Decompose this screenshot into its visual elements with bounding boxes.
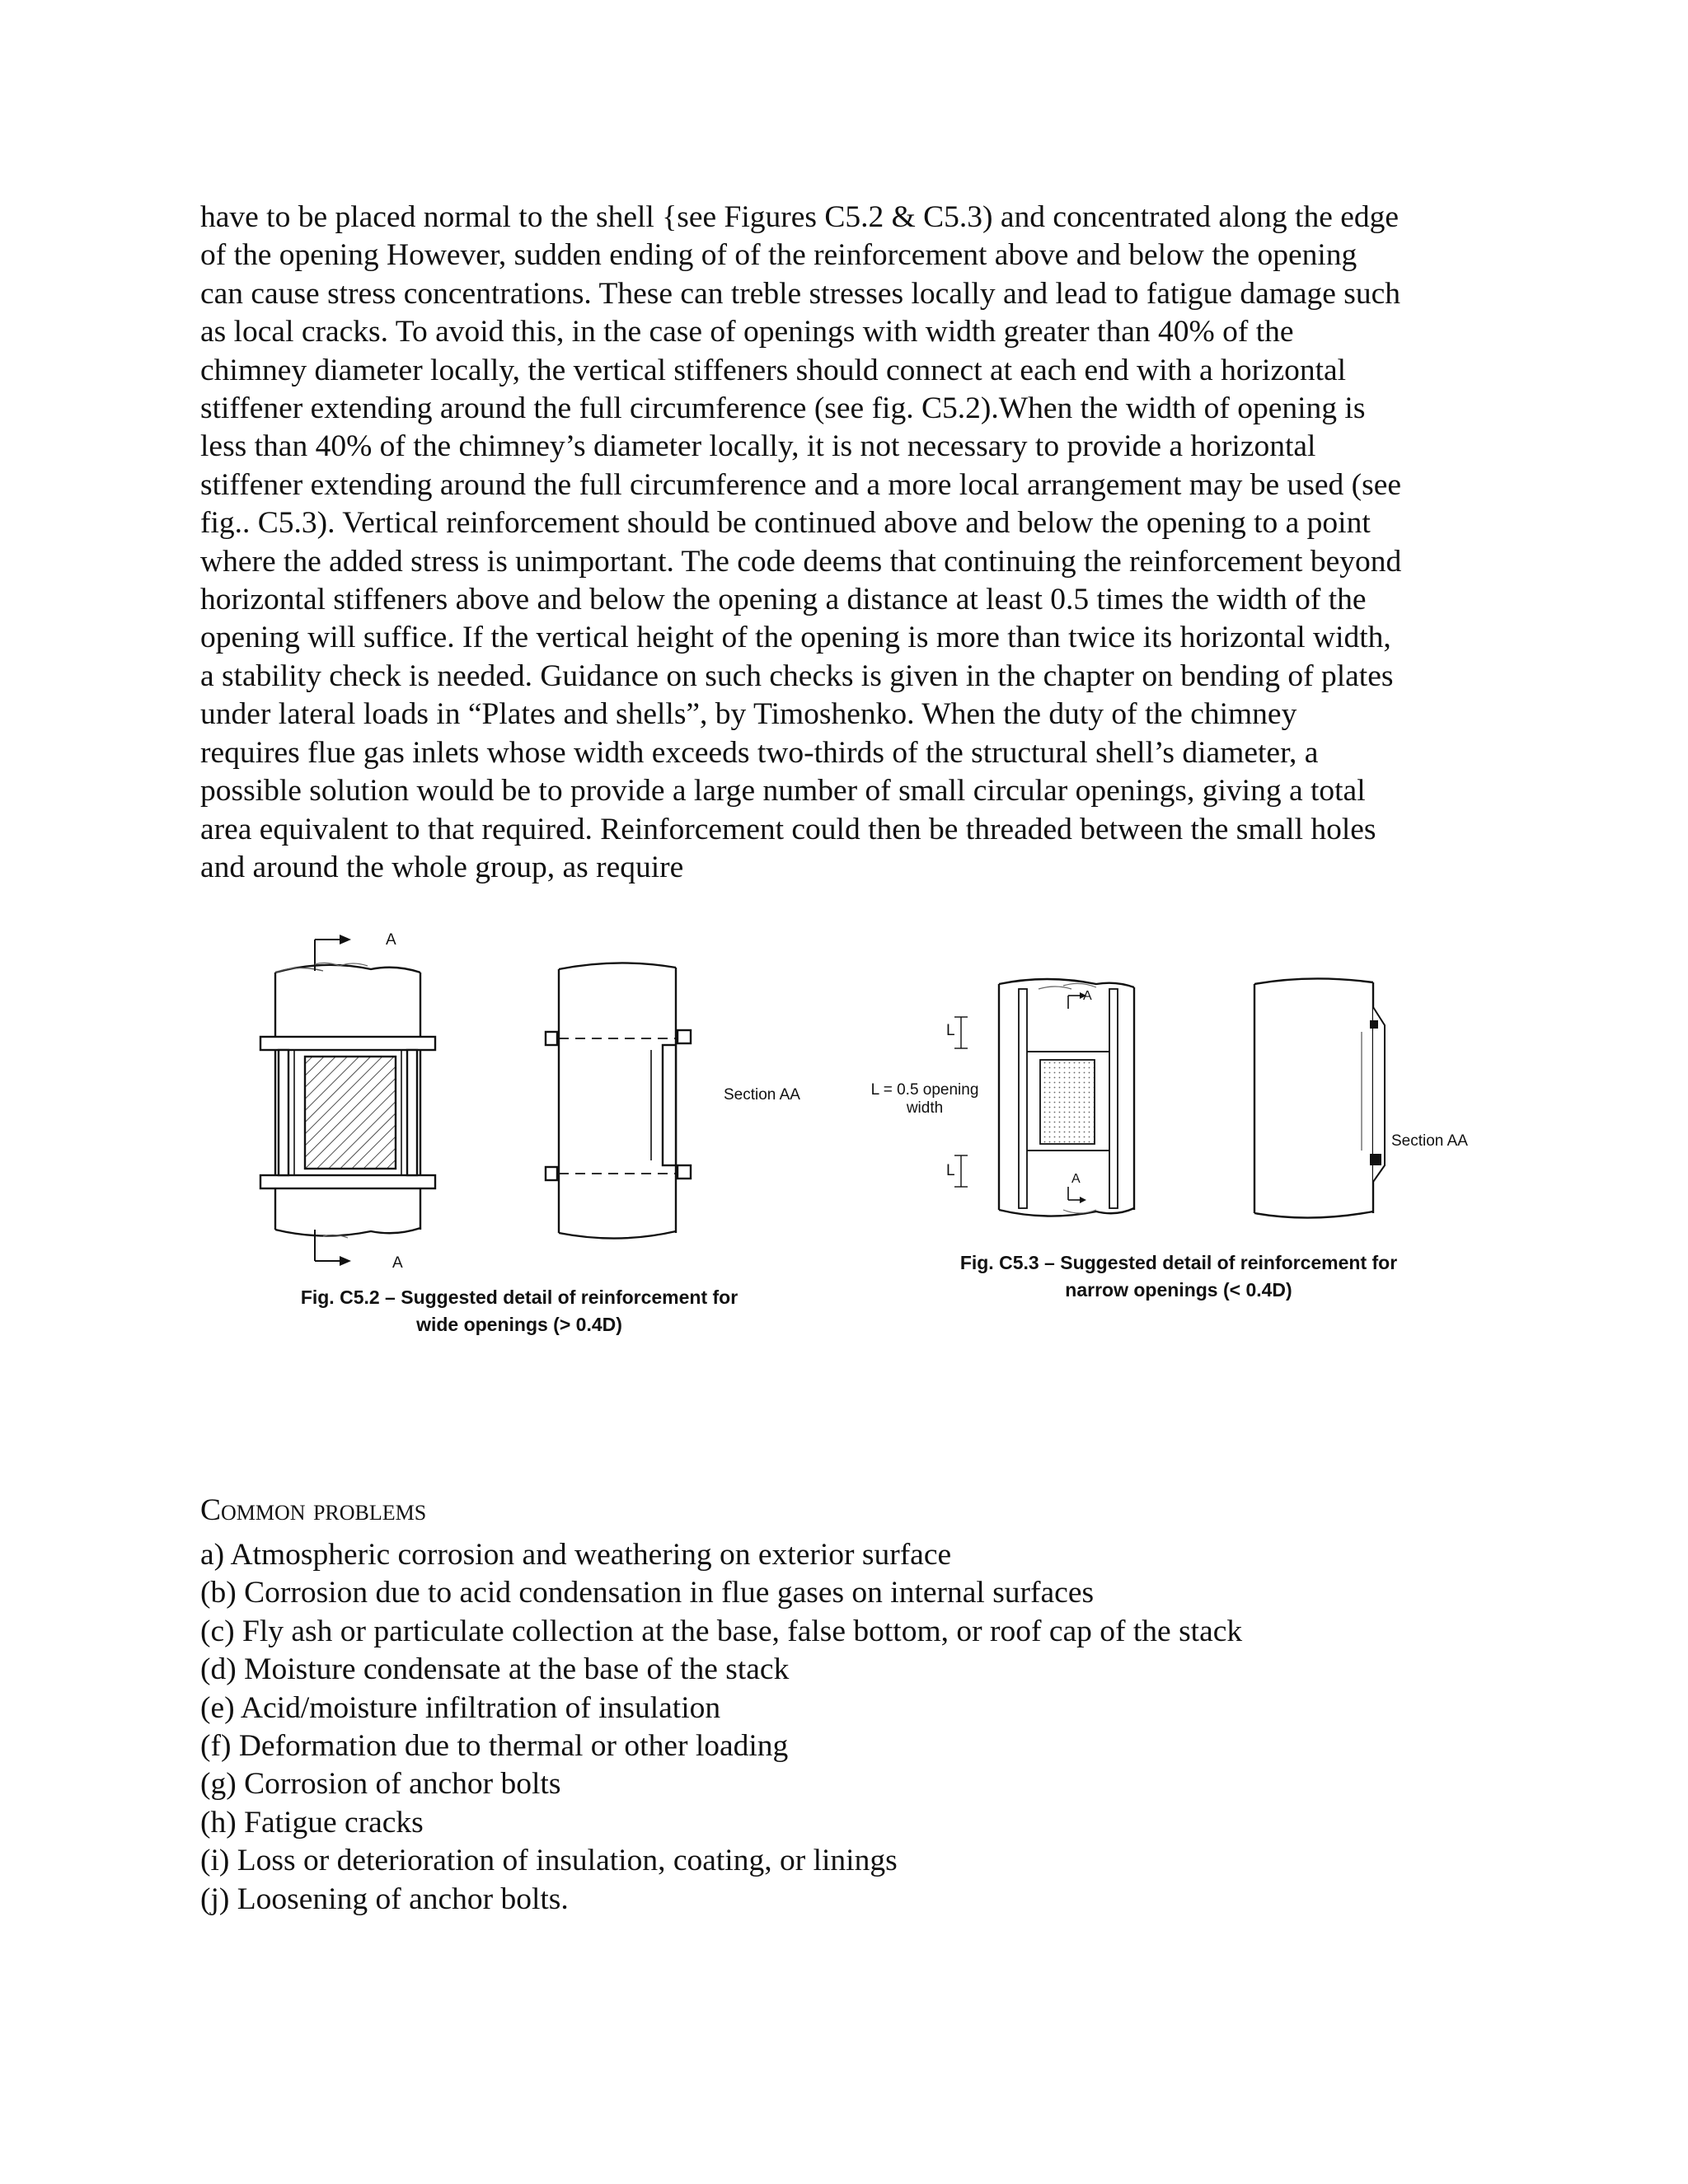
- fig-c53-section-marker-bottom: A: [1071, 1172, 1081, 1186]
- body-line: area equivalent to that required. Reinforcement could then be threaded between the small holes: [200, 812, 1376, 846]
- body-line: possible solution would be to provide a large number of small circular openings, giving a total: [200, 774, 1366, 808]
- list-item: a) Atmospheric corrosion and weathering on exterior surface: [200, 1538, 952, 1572]
- fig-c53-section-marker-top: A: [1083, 989, 1092, 1003]
- body-paragraph: [200, 199, 1503, 887]
- body-line: opening will suffice. If the vertical height of the opening is more than twice its horizontal width,: [200, 621, 1391, 655]
- fig-c52-caption-line2: wide openings (> 0.4D): [416, 1314, 622, 1335]
- body-line: where the added stress is unimportant. The code deems that continuing the reinforcement beyond: [200, 544, 1402, 579]
- fig-c53-dim-bottom: L: [946, 1162, 955, 1179]
- body-line: less than 40% of the chimney’s diameter locally, it is not necessary to provide a horizontal: [200, 429, 1316, 464]
- list-item: (i) Loss or deterioration of insulation, coating, or linings: [200, 1844, 898, 1878]
- fig-c53-dim-note: [867, 1081, 982, 1118]
- list-item: (e) Acid/moisture infiltration of insulation: [200, 1690, 721, 1725]
- fig-c52-section-marker-bottom: A: [392, 1254, 403, 1272]
- body-line: chimney diameter locally, the vertical stiffeners should connect at each end with a horizontal: [200, 353, 1347, 387]
- body-line: horizontal stiffeners above and below the opening a distance at least 0.5 times the width of the: [200, 583, 1367, 617]
- figures-area: [247, 923, 1484, 1352]
- body-line: stiffener extending around the full circumference and a more local arrangement may be used (see: [200, 467, 1401, 502]
- fig-c52-section: [546, 963, 691, 1238]
- body-line: fig.. C5.3). Vertical reinforcement should be continued above and below the opening to a point: [200, 506, 1371, 541]
- list-item: (c) Fly ash or particulate collection at the base, false bottom, or roof cap of the stack: [200, 1614, 1243, 1648]
- body-line: can cause stress concentrations. These can treble stresses locally and lead to fatigue damage such: [200, 276, 1401, 311]
- list-item: (g) Corrosion of anchor bolts: [200, 1767, 561, 1802]
- fig-c53-section: [1254, 978, 1385, 1217]
- body-line: and around the whole group, as require: [200, 850, 684, 884]
- common-problems-list: [200, 1536, 1242, 1919]
- body-line: have to be placed normal to the shell {see Figures C5.2 & C5.3) and concentrated along the edge: [200, 200, 1400, 234]
- fig-c52-caption-line1: Fig. C5.2 – Suggested detail of reinforcement for: [300, 1286, 738, 1308]
- body-line: stiffener extending around the full circumference (see fig. C5.2).When the width of opening is: [200, 391, 1366, 426]
- body-line: under lateral loads in “Plates and shells”, by Timoshenko. When the duty of the chimney: [200, 697, 1297, 732]
- body-line: as local cracks. To avoid this, in the case of openings with width greater than 40% of the: [200, 315, 1294, 349]
- fig-c53-section-label: Section AA: [1391, 1132, 1468, 1150]
- list-item: (f) Deformation due to thermal or other loading: [200, 1729, 789, 1764]
- list-item: (h) Fatigue cracks: [200, 1805, 424, 1840]
- list-item: (j) Loosening of anchor bolts.: [200, 1882, 569, 1916]
- fig-c53-caption-line1: Fig. C5.3 – Suggested detail of reinforcement for: [959, 1252, 1398, 1273]
- common-problems-heading: Common problems: [200, 1493, 427, 1527]
- fig-c53-dim-top: L: [946, 1022, 955, 1039]
- fig-c53-dim-note-line2: width: [906, 1099, 944, 1117]
- fig-c52-caption: [288, 1284, 750, 1338]
- fig-c53-dim-note-line1: L = 0.5 opening: [870, 1081, 979, 1099]
- list-item: (b) Corrosion due to acid condensation in flue gases on internal surfaces: [200, 1576, 1095, 1610]
- fig-c53-caption-line2: narrow openings (< 0.4D): [1065, 1279, 1292, 1301]
- fig-c52-section-marker-top: A: [386, 931, 396, 949]
- fig-c52-section-label: Section AA: [724, 1086, 800, 1104]
- fig-c52-elevation: [260, 935, 435, 1266]
- body-line: of the opening However, sudden ending of of the reinforcement above and below the opening: [200, 238, 1357, 273]
- body-line: requires flue gas inlets whose width exceeds two-thirds of the structural shell’s diameter, a: [200, 735, 1319, 770]
- body-line: a stability check is needed. Guidance on such checks is given in the chapter on bending of plates: [200, 658, 1394, 693]
- list-item: (d) Moisture condensate at the base of the stack: [200, 1652, 790, 1687]
- fig-c53-caption: [931, 1249, 1426, 1304]
